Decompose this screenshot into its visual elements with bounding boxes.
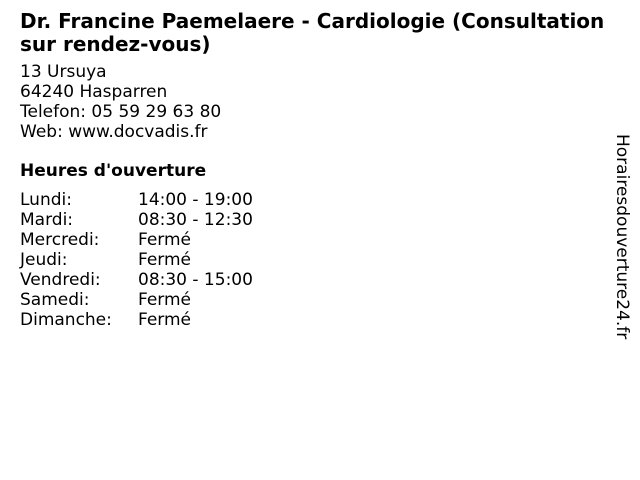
hours-row-friday — [20, 270, 620, 290]
time-value: Fermé — [138, 310, 192, 330]
hours-row-tuesday — [20, 210, 620, 230]
site-watermark: Horairesdouverture24.fr — [612, 134, 632, 340]
hours-row-thursday — [20, 250, 620, 270]
hours-row-wednesday — [20, 230, 620, 250]
contact-block — [20, 62, 620, 142]
website-line: Web: www.docvadis.fr — [20, 122, 208, 142]
day-label: Mardi: — [20, 210, 74, 230]
phone-line: Telefon: 05 59 29 63 80 — [20, 102, 222, 122]
hours-row-sunday — [20, 310, 620, 330]
street-address: 13 Ursuya — [20, 62, 107, 82]
time-value: 08:30 - 15:00 — [138, 270, 253, 290]
time-value: 08:30 - 12:30 — [138, 210, 253, 230]
time-value: 14:00 - 19:00 — [138, 190, 253, 210]
city-postal: 64240 Hasparren — [20, 82, 168, 102]
time-value: Fermé — [138, 250, 192, 270]
opening-hours-heading: Heures d'ouverture — [20, 161, 207, 181]
business-title: Dr. Francine Paemelaere - Cardiologie (Consultation sur rendez-vous) — [20, 9, 605, 56]
day-label: Samedi: — [20, 290, 90, 310]
day-label: Jeudi: — [20, 250, 68, 270]
hours-row-saturday — [20, 290, 620, 310]
day-label: Mercredi: — [20, 230, 100, 250]
day-label: Dimanche: — [20, 310, 112, 330]
hours-row-monday — [20, 190, 620, 210]
business-card — [20, 10, 620, 330]
day-label: Vendredi: — [20, 270, 101, 290]
time-value: Fermé — [138, 230, 192, 250]
opening-hours-table — [20, 190, 620, 330]
time-value: Fermé — [138, 290, 192, 310]
day-label: Lundi: — [20, 190, 72, 210]
